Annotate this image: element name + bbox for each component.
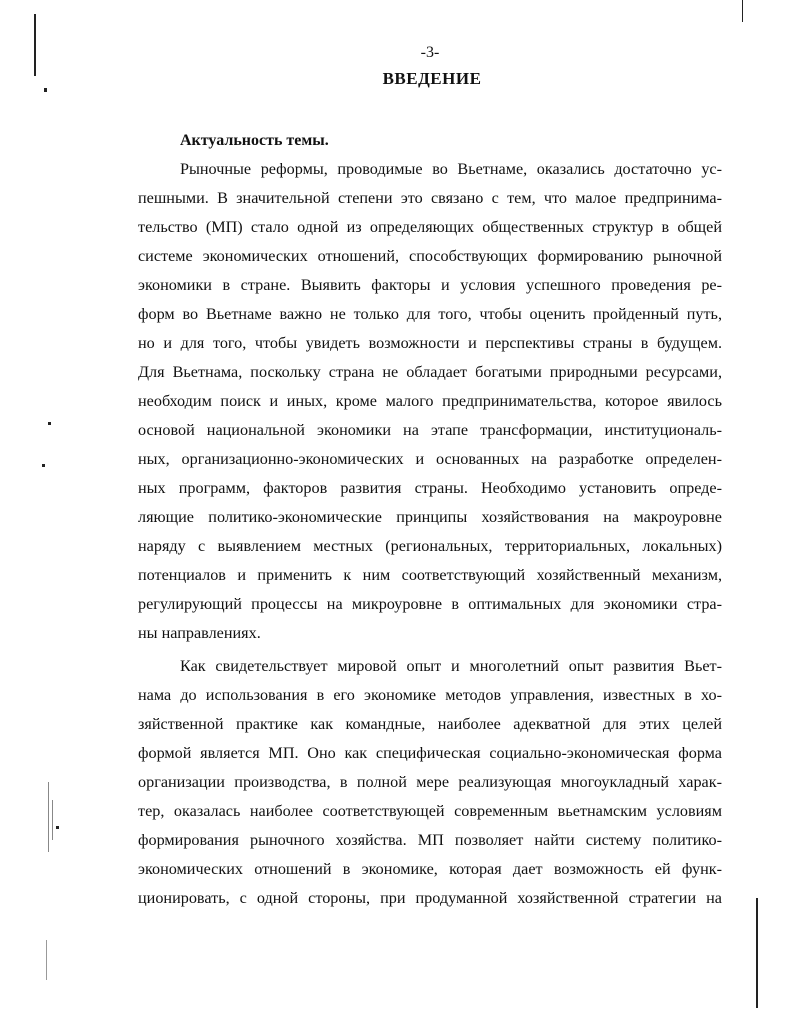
page-number: -3- (420, 44, 440, 61)
text-line: Рыночные реформы, проводимые во Вьетнаме, оказались достаточно ус- (180, 160, 722, 178)
scan-edge-mark (42, 464, 45, 467)
text-line: зяйственной практике как командные, наиболее адекватной для этих целей (138, 715, 722, 733)
text-line: основой национальной экономики на этапе трансформации, институциональ- (138, 421, 722, 439)
text-line: необходим поиск и иных, кроме малого предпринимательства, которое явилось (138, 392, 722, 410)
text-line: тер, оказалась наиболее соответствующей современным вьетнамским условиям (138, 802, 722, 820)
text-line: форм во Вьетнаме важно не только для того, чтобы оценить пройденный путь, (138, 305, 722, 323)
text-line: системе экономических отношений, способствующих формированию рыночной (138, 247, 722, 265)
scan-edge-mark (52, 800, 53, 840)
text-line: экономических отношений в экономике, которая дает возможность ей функ- (138, 860, 722, 878)
text-line: Для Вьетнама, поскольку страна не обладает богатыми природными ресурсами, (138, 363, 722, 381)
text-line: Как свидетельствует мировой опыт и многолетний опыт развития Вьет- (180, 657, 722, 675)
scan-edge-mark (56, 826, 59, 829)
text-line: организации производства, в полной мере реализующая многоукладный харак- (138, 773, 722, 791)
text-line: ны направлениях. (138, 624, 261, 642)
text-line: но и для того, чтобы увидеть возможности и перспективы страны в будущем. (138, 334, 722, 352)
scan-edge-mark (48, 782, 49, 852)
paragraph-1 (138, 155, 722, 648)
text-line: ционировать, с одной стороны, при продуманной хозяйственной стратегии на (138, 889, 722, 907)
text-line: нама до использования в его экономике методов управления, известных в хо- (138, 686, 722, 704)
text-line: экономики в стране. Выявить факторы и условия успешного проведения ре- (138, 276, 722, 294)
text-line: наряду с выявлением местных (региональных, территориальных, локальных) (138, 537, 722, 555)
section-subheading: Актуальность темы. (180, 132, 329, 149)
scan-edge-mark (48, 422, 51, 425)
document-body (138, 126, 722, 913)
text-line: пешными. В значительной степени это связано с тем, что малое предпринима- (138, 189, 722, 207)
text-line: ляющие политико-экономические принципы хозяйствования на макроуровне (138, 508, 722, 526)
scan-edge-mark (756, 898, 758, 1008)
scan-edge-mark (46, 940, 47, 980)
page-title: ВВЕДЕНИЕ (382, 69, 482, 88)
scan-edge-mark (742, 0, 743, 22)
text-line: формой является МП. Оно как специфическая социально-экономическая форма (138, 744, 722, 762)
paragraph-2 (138, 652, 722, 913)
text-line: ных программ, факторов развития страны. Необходимо установить опреде- (138, 479, 722, 497)
text-line: формирования рыночного хозяйства. МП позволяет найти систему политико- (138, 831, 722, 849)
text-line: потенциалов и применить к ним соответствующий хозяйственный механизм, (138, 566, 722, 584)
text-line: регулирующий процессы на микроуровне в оптимальных для экономики стра- (138, 595, 722, 613)
text-line: тельство (МП) стало одной из определяющих общественных структур в общей (138, 218, 722, 236)
text-line: ных, организационно-экономических и основанных на разработке определен- (138, 450, 722, 468)
